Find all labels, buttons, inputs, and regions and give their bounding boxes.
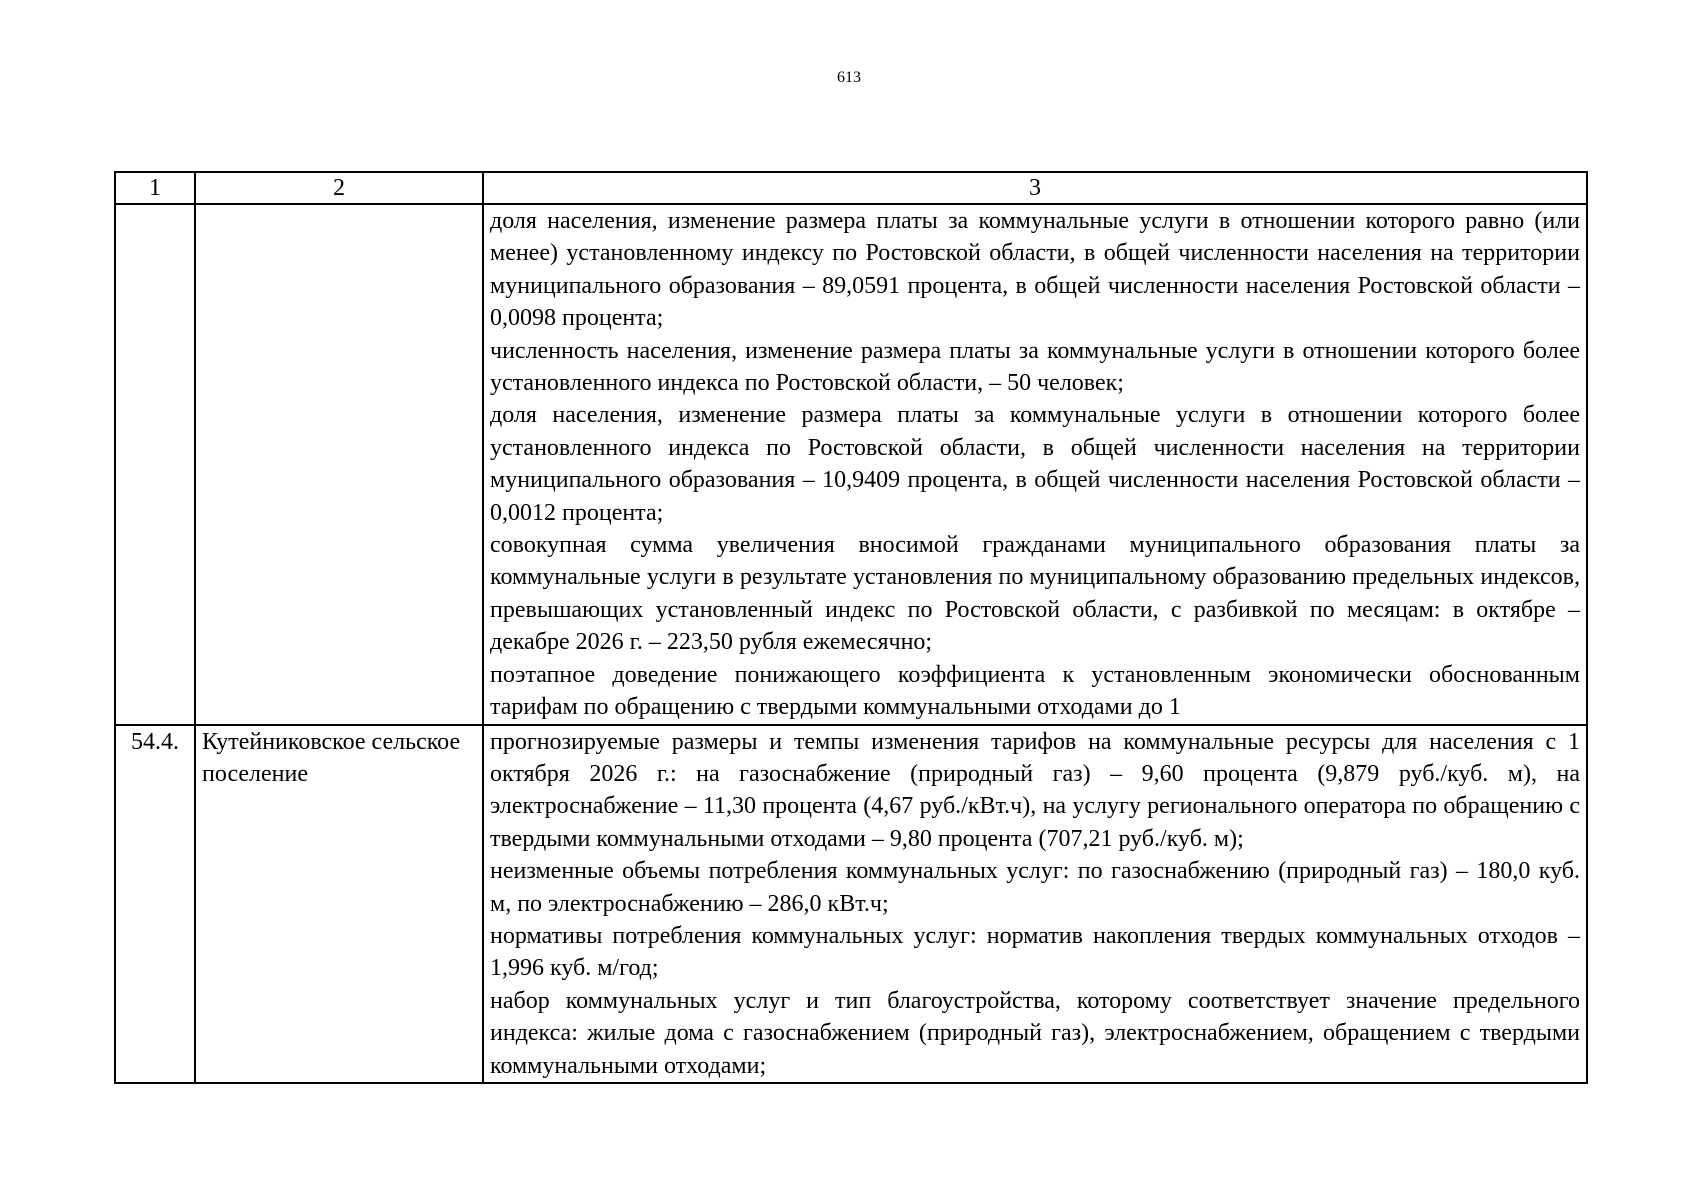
header-col-2: 2 xyxy=(195,172,483,204)
paragraph: нормативы потребления коммунальных услуг: норматив накопления твердых коммунальных отходов – 1,996 куб. м/год; xyxy=(490,922,1580,982)
row-name: Кутейниковское сельское поселение xyxy=(195,725,483,1083)
row-name xyxy=(195,204,483,725)
paragraph: доля населения, изменение размера платы за коммунальные услуги в отношении которого равно (или менее) установленному индексу по Ростовской области, в общей численности населения на территории муниципального образования – 89,0591 процента, в общей численности населения Ростовской области – 0,0098 процента; xyxy=(490,208,1580,332)
paragraph: численность населения, изменение размера платы за коммунальные услуги в отношении которого более установленного индекса по Ростовской области, – 50 человек; xyxy=(490,337,1580,397)
row-number: 54.4. xyxy=(115,725,195,1083)
paragraph: неизменные объемы потребления коммунальных услуг: по газоснабжению (природный газ) – 180,0 куб. м, по электроснабжению – 286,0 кВт.ч; xyxy=(490,858,1580,917)
paragraph: прогнозируемые размеры и темпы изменения тарифов на коммунальные ресурсы для населения с 1 октября 2026 г.: на газоснабжение (природный газ) – 9,60 процента (9,879 руб./куб. м), на электроснабжение – 11,30 процента (4,67 руб./кВт.ч), на услугу регионального оператора по обращению с твердыми коммунальными отходами – 9,80 процента (707,21 руб./куб. м); xyxy=(490,728,1580,852)
paragraph: совокупная сумма увеличения вносимой гражданами муниципального образования платы за коммунальные услуги в результате установления по муниципальному образованию предельных индексов, превышающих установленный индекс по Ростовской области, с разбивкой по месяцам: в октябре – декабре 2026 г. – 223,50 рубля ежемесячно; xyxy=(490,532,1580,656)
paragraph: набор коммунальных услуг и тип благоустройства, которому соответствует значение предельного индекса: жилые дома с газоснабжением (природный газ), электроснабжением, обращением с твердыми коммунальными отходами; xyxy=(490,987,1580,1079)
content-table xyxy=(114,171,1588,1084)
table-header-row xyxy=(115,172,1587,204)
header-col-1: 1 xyxy=(115,172,195,204)
table-row-continuation xyxy=(115,204,1587,725)
row-text xyxy=(483,204,1587,725)
row-text xyxy=(483,725,1587,1083)
paragraph: поэтапное доведение понижающего коэффициента к установленным экономически обоснованным тарифам по обращению с твердыми коммунальными отходами до 1 xyxy=(490,661,1580,721)
header-col-3: 3 xyxy=(483,172,1587,204)
table-row-54-4 xyxy=(115,725,1587,1083)
page-number: 613 xyxy=(837,69,861,86)
paragraph: доля населения, изменение размера платы за коммунальные услуги в отношении которого более установленного индекса по Ростовской области, в общей численности населения на территории муниципального образования – 10,9409 процента, в общей численности населения Ростовской области – 0,0012 процента; xyxy=(490,402,1580,526)
row-number xyxy=(115,204,195,725)
